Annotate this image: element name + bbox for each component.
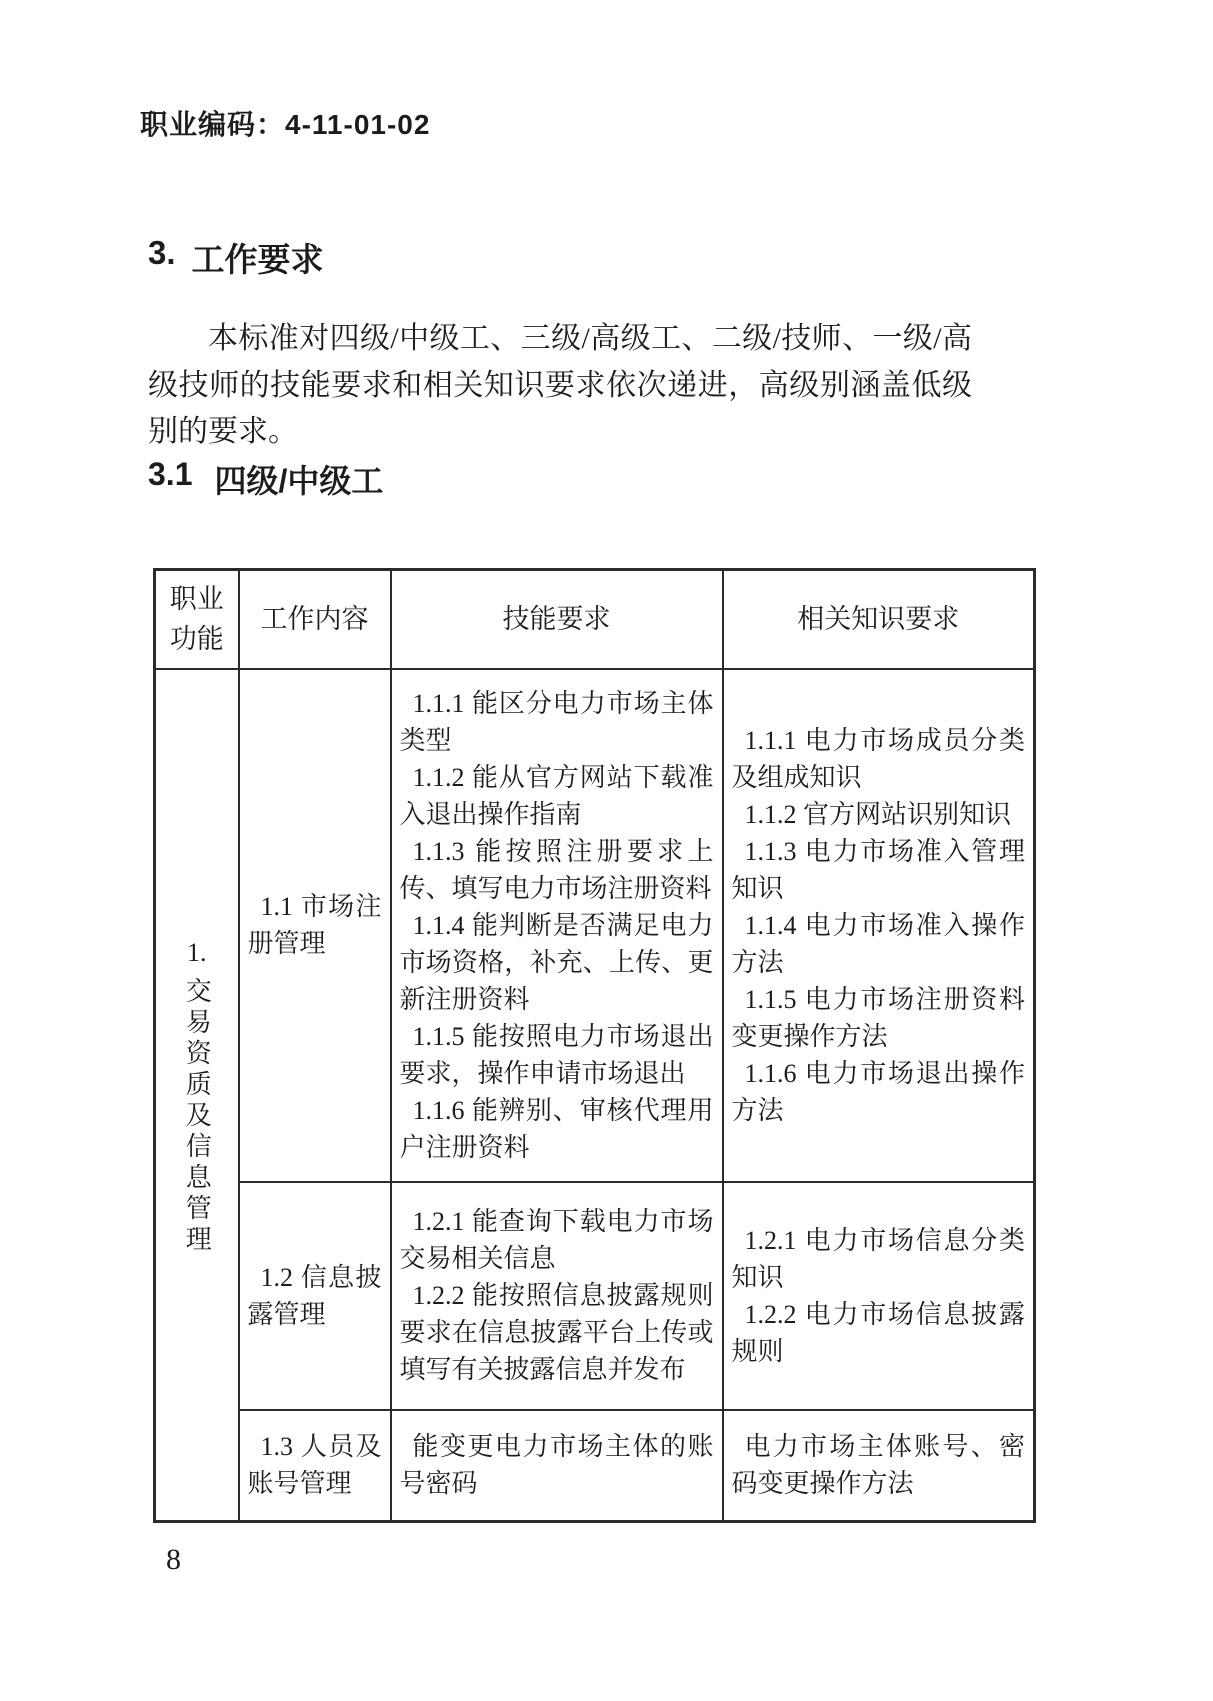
skill-item: 1.1.1 能区分电力市场主体类型 [399,688,714,755]
table-row [155,669,1035,1182]
skill-item: 1.1.3 能按照注册要求上传、填写电力市场注册资料 [399,836,714,903]
subsection-heading-title: 四级/中级工 [214,463,384,499]
knowledge-item: 1.1.5 电力市场注册资料变更操作方法 [731,984,1025,1051]
skill-item: 1.1.6 能辨别、审核代理用户注册资料 [399,1095,714,1162]
occupation-code: 职业编码：4-11-01-02 [140,109,431,140]
page-number: 8 [166,1543,181,1576]
work-content-label: 1.1 市场注册管理 [247,892,382,958]
body-paragraph: 本标准对四级/中级工、三级/高级工、二级/技师、一级/高级技师的技能要求和相关知识要求依次递进，高级别涵盖低级别的要求。 [148,322,972,448]
header-cell-function: 职业功能 [155,570,239,669]
function-group-name-vertical: 交易资质及信息管理 [182,976,212,1256]
knowledge-item: 电力市场主体账号、密码变更操作方法 [731,1432,1025,1499]
function-group [164,934,230,1256]
knowledge-item: 1.2.1 电力市场信息分类知识 [731,1225,1025,1292]
work-content-cell [239,1410,391,1522]
header-cell-work-content: 工作内容 [239,570,391,669]
skill-item: 1.1.2 能从官方网站下载准入退出操作指南 [399,762,714,829]
skill-item: 1.2.2 能按照信息披露规则要求在信息披露平台上传或填写有关披露信息并发布 [399,1281,714,1384]
header-cell-skills: 技能要求 [391,570,723,669]
subsection-heading-number: 3.1 [148,456,193,492]
skills-cell [391,1410,723,1522]
skill-item: 能变更电力市场主体的账号密码 [399,1432,714,1499]
work-content-label: 1.2 信息披露管理 [247,1262,382,1329]
function-group-cell [155,669,239,1522]
section-heading [148,234,324,281]
section-heading-title: 工作要求 [191,241,324,278]
knowledge-item: 1.1.4 电力市场准入操作方法 [731,910,1025,977]
work-content-cell [239,1182,391,1410]
requirements-table [153,568,1036,1523]
skill-item: 1.1.5 能按照电力市场退出要求，操作申请市场退出 [399,1021,714,1088]
knowledge-cell [723,669,1035,1182]
subsection-heading [148,456,383,502]
knowledge-item: 1.1.2 官方网站识别知识 [744,799,1012,829]
work-content-cell [239,669,391,1182]
work-content-label: 1.3 人员及账号管理 [247,1432,382,1499]
function-group-number: 1. [187,937,207,967]
knowledge-cell [723,1410,1035,1522]
skills-cell [391,1182,723,1410]
table-row [155,1410,1035,1522]
header-cell-knowledge: 相关知识要求 [723,570,1035,669]
knowledge-item: 1.1.3 电力市场准入管理知识 [731,836,1025,903]
section-heading-number: 3. [148,234,176,271]
knowledge-item: 1.2.2 电力市场信息披露规则 [731,1299,1025,1366]
skills-cell [391,669,723,1182]
table-row [155,1182,1035,1410]
knowledge-item: 1.1.6 电力市场退出操作方法 [731,1058,1025,1125]
skill-item: 1.1.4 能判断是否满足电力市场资格，补充、上传、更新注册资料 [399,910,714,1014]
skill-item: 1.2.1 能查询下载电力市场交易相关信息 [399,1207,714,1273]
knowledge-cell [723,1182,1035,1410]
knowledge-item: 1.1.1 电力市场成员分类及组成知识 [731,725,1025,792]
table-header-row [155,570,1035,669]
